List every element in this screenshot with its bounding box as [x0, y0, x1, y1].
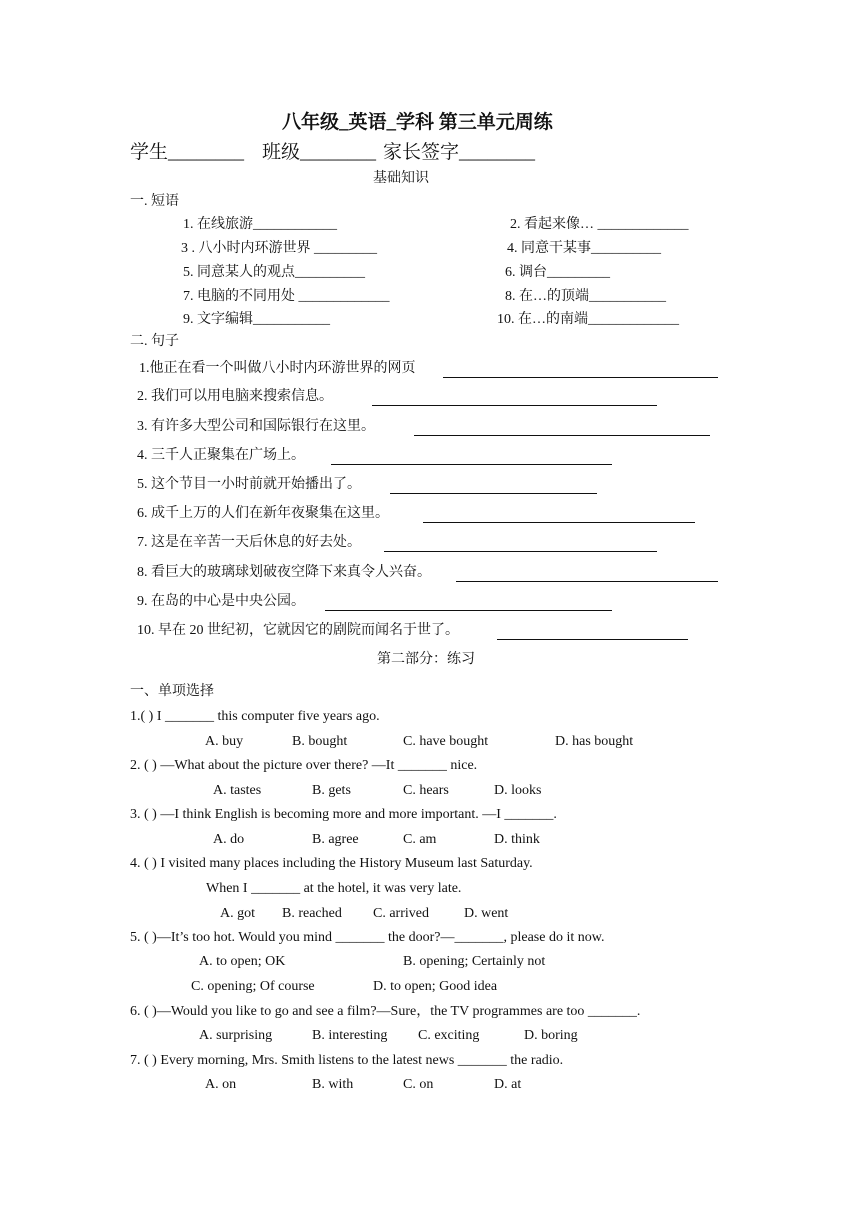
option-d: D. has bought — [555, 734, 634, 749]
option-c: C. opening; Of course — [191, 979, 315, 994]
class-field: 班级________ — [262, 142, 377, 163]
option-c: C. have bought — [403, 734, 489, 749]
option-d: D. at — [494, 1077, 522, 1092]
answer-line — [443, 377, 718, 378]
option-a: A. do — [213, 832, 245, 847]
option-a: A. buy — [205, 734, 244, 749]
phrase-item: 10. 在…的南端_____________ — [497, 312, 679, 327]
option-b: B. gets — [312, 783, 351, 798]
option-a: A. surprising — [199, 1028, 273, 1043]
sentence-item: 8. 看巨大的玻璃球划破夜空降下来真令人兴奋。 — [137, 565, 431, 580]
sentence-item: 10. 早在 20 世纪初，它就因它的剧院而闻名于世了。 — [137, 623, 459, 638]
option-a: A. on — [205, 1077, 237, 1092]
sentence-item: 9. 在岛的中心是中央公园。 — [137, 594, 305, 609]
question-stem: 5. ( )—It’s too hot. Would you mind _______ the door?—_______, please do it now. — [130, 930, 605, 945]
answer-line — [423, 522, 695, 523]
phrases-heading: 一. 短语 — [130, 194, 179, 209]
phrase-item: 6. 调台_________ — [505, 265, 610, 280]
phrase-item: 3 . 八小时内环游世界 _________ — [181, 241, 377, 256]
sentence-item: 4. 三千人正聚集在广场上。 — [137, 448, 305, 463]
option-d: D. to open; Good idea — [373, 979, 498, 994]
answer-line — [390, 493, 597, 494]
question-stem: 6. ( )—Would you like to go and see a film?—Sure，the TV programmes are too _______. — [130, 1004, 641, 1019]
answer-line — [414, 435, 710, 436]
mc-heading: 一、单项选择 — [130, 684, 214, 699]
sentences-heading: 二. 句子 — [130, 334, 179, 349]
sentence-item: 7. 这是在辛苦一天后休息的好去处。 — [137, 535, 361, 550]
option-c: C. am — [403, 832, 437, 847]
question-stem: 3. ( ) —I think English is becoming more and more important. —I _______. — [130, 807, 557, 822]
answer-line — [384, 551, 657, 552]
question-stem: 2. ( ) —What about the picture over there? —It _______ nice. — [130, 758, 478, 773]
sentence-item: 5. 这个节目一小时前就开始播出了。 — [137, 477, 361, 492]
page-title: 八年级_英语_学科 第三单元周练 — [282, 112, 553, 133]
answer-line — [372, 405, 657, 406]
sentence-item: 1.他正在看一个叫做八小时内环游世界的网页 — [139, 361, 416, 376]
option-b: B. agree — [312, 832, 359, 847]
phrase-item: 9. 文字编辑___________ — [183, 312, 330, 327]
option-a: A. got — [220, 906, 255, 921]
answer-line — [325, 610, 612, 611]
option-b: B. opening; Certainly not — [403, 954, 546, 969]
sentence-item: 6. 成千上万的人们在新年夜聚集在这里。 — [137, 506, 389, 521]
answer-line — [331, 464, 612, 465]
sentence-item: 2. 我们可以用电脑来搜索信息。 — [137, 389, 333, 404]
answer-line — [456, 581, 718, 582]
phrase-item: 1. 在线旅游____________ — [183, 217, 337, 232]
student-name-field: 学生________ — [130, 142, 245, 163]
option-c: C. hears — [403, 783, 449, 798]
phrase-item: 7. 电脑的不同用处 _____________ — [183, 289, 390, 304]
option-c: C. exciting — [418, 1028, 480, 1043]
option-d: D. looks — [494, 783, 542, 798]
option-d: D. boring — [524, 1028, 578, 1043]
phrase-item: 2. 看起来像… _____________ — [510, 217, 689, 232]
answer-line — [497, 639, 688, 640]
question-stem: 4. ( ) I visited many places including the History Museum last Saturday. — [130, 856, 533, 871]
question-stem: 1.( ) I _______ this computer five years ago. — [130, 709, 380, 724]
option-a: A. tastes — [213, 783, 262, 798]
phrase-item: 8. 在…的顶端___________ — [505, 289, 666, 304]
part2-heading: 第二部分：练习 — [377, 652, 475, 667]
question-stem-continued: When I _______ at the hotel, it was very late. — [206, 881, 462, 896]
option-b: B. reached — [282, 906, 342, 921]
phrase-item: 4. 同意干某事__________ — [507, 241, 661, 256]
sentence-item: 3. 有许多大型公司和国际银行在这里。 — [137, 419, 375, 434]
option-c: C. arrived — [373, 906, 429, 921]
section-heading-basics: 基础知识 — [373, 171, 429, 186]
option-c: C. on — [403, 1077, 434, 1092]
option-b: B. with — [312, 1077, 354, 1092]
question-stem: 7. ( ) Every morning, Mrs. Smith listens to the latest news _______ the radio. — [130, 1053, 564, 1068]
option-d: D. think — [494, 832, 540, 847]
parent-signature-field: 家长签字________ — [383, 142, 536, 163]
option-a: A. to open; OK — [199, 954, 286, 969]
option-d: D. went — [464, 906, 509, 921]
option-b: B. bought — [292, 734, 348, 749]
phrase-item: 5. 同意某人的观点__________ — [183, 265, 365, 280]
option-b: B. interesting — [312, 1028, 388, 1043]
